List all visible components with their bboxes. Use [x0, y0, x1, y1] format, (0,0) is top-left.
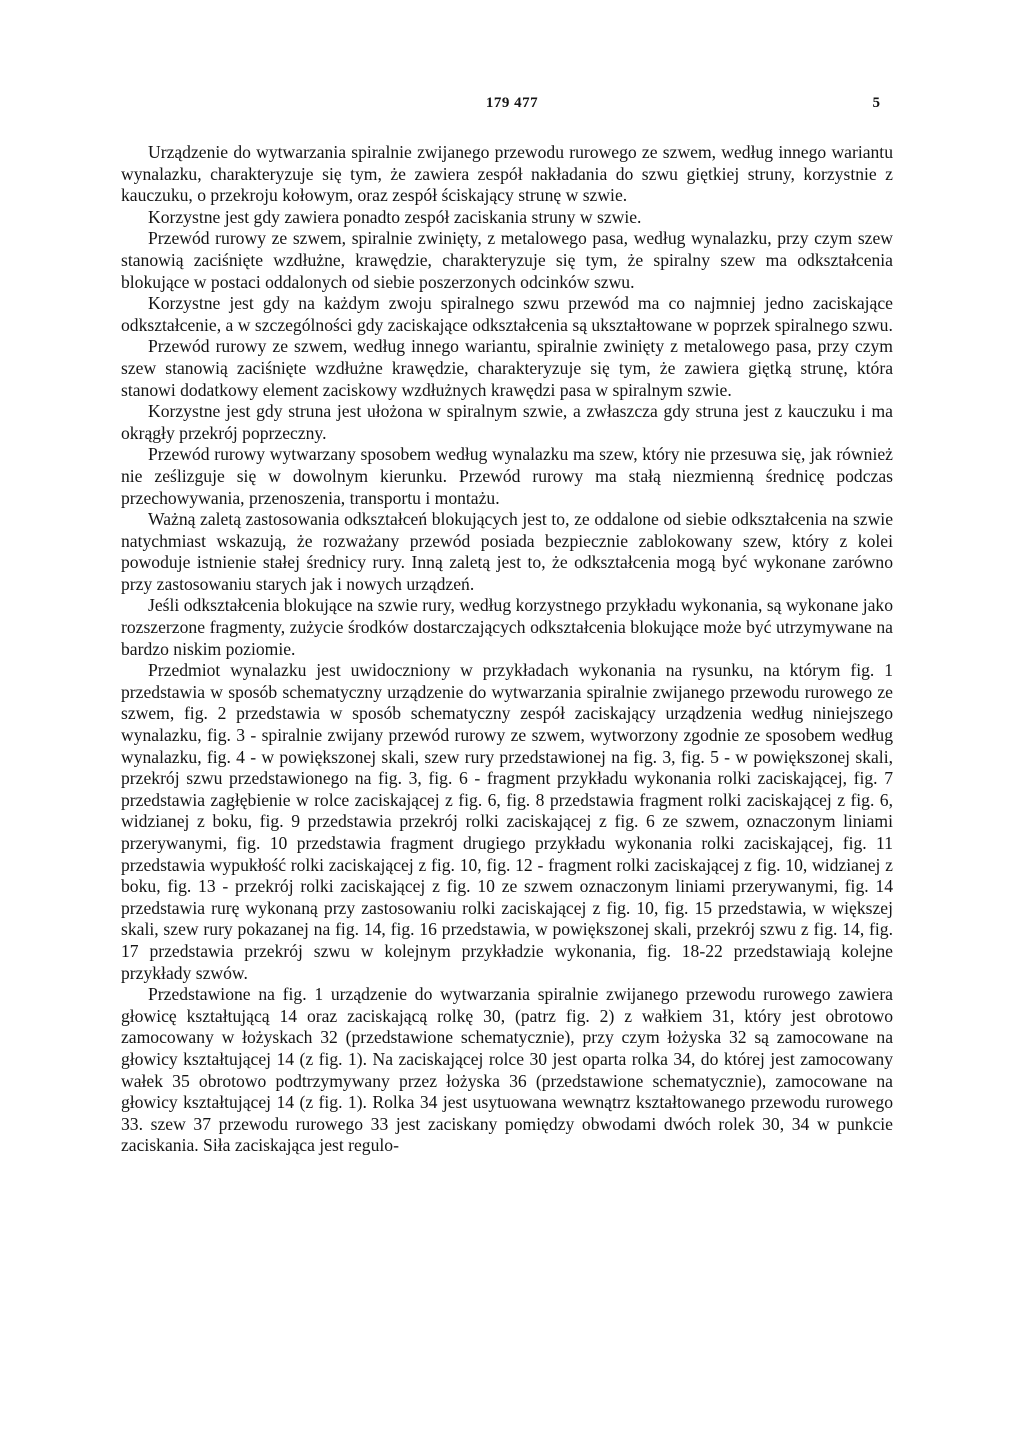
paragraph: Przewód rurowy ze szwem, spiralnie zwinięty, z metalowego pasa, według wynalazku, przy czym szew stanowią zaciśnięte wzdłużne, krawędzie, charakteryzuje się tym, że spiralny szew ma odkształcenia blokujące w postaci oddalonych od siebie poszerzonych odcinków szwu.: [121, 228, 893, 292]
paragraph: Przedstawione na fig. 1 urządzenie do wytwarzania spiralnie zwijanego przewodu rurowego zawiera głowicę kształtującą 14 oraz zaciskającą rolkę 30, (patrz fig. 2) z wałkiem 31, który jest obrotowo zamocowany w łożyskach 32 (przedstawione schematycznie), przy czym łożyska 32 są zamocowane na głowicy kształtującej 14 (z fig. 1). Na zaciskającej rolce 30 jest oparta rolka 34, do której jest zamocowany wałek 35 obrotowo podtrzymywany przez łożyska 36 (przedstawione schematycznie), zamocowane na głowicy kształtującej 14 (z fig. 1). Rolka 34 jest usytuowana wewnątrz kształtowanego przewodu rurowego 33. szew 37 przewodu rurowego 33 jest zaciskany pomiędzy obwodami dwóch rolek 30, 34 w punkcie zaciskania. Siła zaciskająca jest regulo-: [121, 984, 893, 1156]
paragraph: Urządzenie do wytwarzania spiralnie zwijanego przewodu rurowego ze szwem, według innego wariantu wynalazku, charakteryzuje się tym, że zawiera zespół nakładania do szwu giętkiej struny, korzystnie z kauczuku, o przekroju kołowym, oraz zespół ściskający strunę w szwie.: [121, 142, 893, 206]
paragraph: Korzystne jest gdy na każdym zwoju spiralnego szwu przewód ma co najmniej jedno zaciskające odkształcenie, a w szczególności gdy zaciskające odkształcenia są ukształtowane w poprzek spiralnego szwu.: [121, 293, 893, 335]
paragraph: Jeśli odkształcenia blokujące na szwie rury, według korzystnego przykładu wykonania, są wykonane jako rozszerzone fragmenty, zużycie środków dostarczających odkształcenia blokujące może być utrzymywane na bardzo niskim poziomie.: [121, 595, 893, 659]
paragraph: Przewód rurowy ze szwem, według innego wariantu, spiralnie zwinięty z metalowego pasa, przy czym szew stanowią zaciśnięte wzdłużne krawędzie, charakteryzuje się tym, że zawiera giętką strunę, która stanowi dodatkowy element zaciskowy wzdłużnych krawędzi pasa w spiralnym szwie.: [121, 336, 893, 400]
paragraph: Korzystne jest gdy struna jest ułożona w spiralnym szwie, a zwłaszcza gdy struna jest z kauczuku i ma okrągły przekrój poprzeczny.: [121, 401, 893, 443]
paragraph: Przewód rurowy wytwarzany sposobem według wynalazku ma szew, który nie przesuwa się, jak również nie ześlizguje się w dowolnym kierunku. Przewód rurowy ma stałą niezmienną średnicę podczas przechowywania, przenoszenia, transportu i montażu.: [121, 444, 893, 508]
document-body: [121, 142, 893, 1157]
page-header: [0, 95, 1024, 119]
page-number: 5: [872, 95, 880, 111]
document-number: 179 477: [485, 95, 539, 111]
paragraph: Korzystne jest gdy zawiera ponadto zespół zaciskania struny w szwie.: [148, 206, 642, 227]
paragraph: Przedmiot wynalazku jest uwidoczniony w przykładach wykonania na rysunku, na którym fig. 1 przedstawia w sposób schematyczny urządzenie do wytwarzania spiralnie zwijanego przewodu rurowego ze szwem, fig. 2 przedstawia w sposób schematyczny zespół zaciskający urządzenia według niniejszego wynalazku, fig. 3 - spiralnie zwijany przewód rurowy ze szwem, wytworzony zgodnie ze sposobem według wynalazku, fig. 4 - w powiększonej skali, szew rury przedstawionej na fig. 3, fig. 5 - w powiększonej skali, przekrój szwu przedstawionego na fig. 3, fig. 6 - fragment przykładu wykonania rolki zaciskającej, fig. 7 przedstawia zagłębienie w rolce zaciskającej z fig. 6, fig. 8 przedstawia fragment rolki zaciskającej z fig. 6, widzianej z boku, fig. 9 przedstawia przekrój rolki zaciskającej z fig. 6 ze szwem, oznaczonym liniami przerywanymi, fig. 10 przedstawia fragment drugiego przykładu wykonania rolki zaciskającej, fig. 11 przedstawia wypukłość rolki zaciskającej z fig. 10, fig. 12 - fragment rolki zaciskającej z fig. 10, widzianej z boku, fig. 13 - przekrój rolki zaciskającej z fig. 10 ze szwem oznaczonym liniami przerywanymi, fig. 14 przedstawia rurę wykonaną przy zastosowaniu rolki zaciskającej z fig. 10, fig. 15 przedstawia, w większej skali, szew rury pokazanej na fig. 14, fig. 16 przedstawia, w powiększonej skali, przekrój szwu z fig. 14, fig. 17 przedstawia przekrój szwu w kolejnym przykładzie wykonania, fig. 18-22 przedstawiają kolejne przykłady szwów.: [121, 660, 893, 983]
paragraph: Ważną zaletą zastosowania odkształceń blokujących jest to, ze oddalone od siebie odkształcenia na szwie natychmiast wskazują, że rozważany przewód posiada bezpiecznie zablokowany szew, który z kolei powoduje istnienie stałej średnicy rury. Inną zaletą jest to, że odkształcenia mogą być wykonane zarówno przy zastosowaniu starych jak i nowych urządzeń.: [121, 509, 893, 594]
